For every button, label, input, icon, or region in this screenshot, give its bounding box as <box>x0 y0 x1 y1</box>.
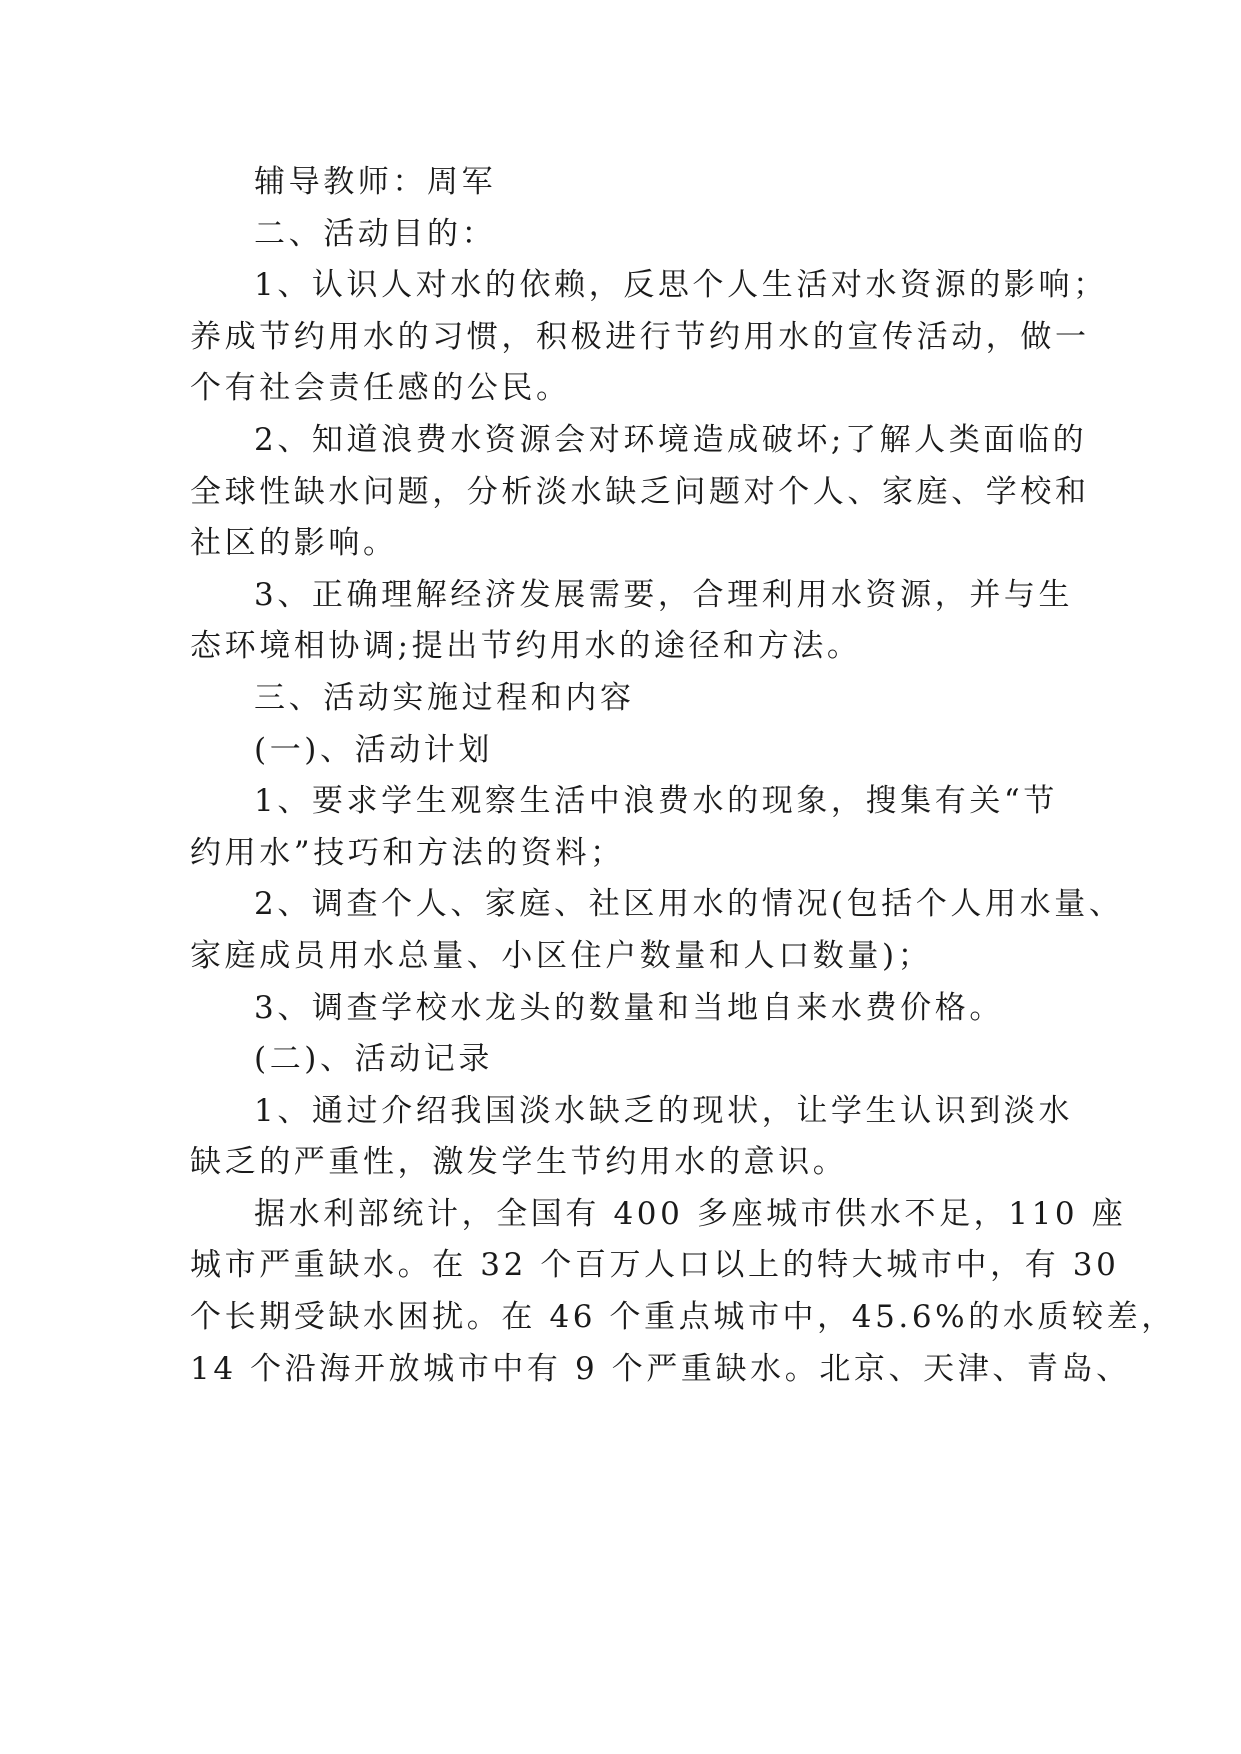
paragraph-goal-1 <box>190 260 1108 415</box>
paragraph-instructor <box>190 157 1070 209</box>
text-line: 个有社会责任感的公民。 <box>190 370 571 407</box>
paragraph-goal-3 <box>190 570 1074 673</box>
text-line: 全球性缺水问题，分析淡水缺乏问题对个人、家庭、学校和 <box>190 473 1090 510</box>
heading-activity-plan <box>190 725 1070 777</box>
paragraph-statistics <box>190 1189 1176 1395</box>
text-line: 2、调查个人、家庭、社区用水的情况(包括个人用水量、 <box>254 886 1124 923</box>
heading-activity-record <box>190 1034 1070 1086</box>
paragraph-plan-3 <box>190 983 1070 1035</box>
text-line: 1、认识人对水的依赖，反思个人生活对水资源的影响； <box>254 267 1108 304</box>
text-line: 个长期受缺水困扰。在 46 个重点城市中，45.6%的水质较差， <box>190 1299 1176 1336</box>
text-line: (一)、活动计划 <box>254 731 493 768</box>
text-line: 态环境相协调;提出节约用水的途径和方法。 <box>190 628 862 665</box>
heading-activity-goals <box>190 209 1070 261</box>
paragraph-goal-2 <box>190 415 1090 570</box>
text-line: 缺乏的严重性，激发学生节约用水的意识。 <box>190 1144 848 1181</box>
text-line: 2、知道浪费水资源会对环境造成破坏;了解人类面临的 <box>254 421 1088 458</box>
document-body <box>190 157 1176 1395</box>
heading-activity-process <box>190 673 1070 725</box>
text-line: 三、活动实施过程和内容 <box>254 679 635 716</box>
text-line: 城市严重缺水。在 32 个百万人口以上的特大城市中，有 30 <box>190 1247 1120 1284</box>
paragraph-record-1 <box>190 1086 1074 1189</box>
text-line: 据水利部统计，全国有 400 多座城市供水不足，110 座 <box>254 1195 1127 1232</box>
text-line: 约用水”技巧和方法的资料； <box>190 834 625 871</box>
text-line: 家庭成员用水总量、小区住户数量和人口数量)； <box>190 937 933 974</box>
paragraph-plan-1 <box>190 776 1070 879</box>
text-line: 辅导教师：周军 <box>254 164 497 200</box>
text-line: 3、正确理解经济发展需要，合理利用水资源，并与生 <box>254 576 1074 613</box>
text-line: 14 个沿海开放城市中有 9 个严重缺水。北京、天津、青岛、 <box>190 1350 1131 1387</box>
text-line: 1、要求学生观察生活中浪费水的现象，搜集有关“节 <box>254 783 1058 820</box>
text-line: 3、调查学校水龙头的数量和当地自来水费价格。 <box>254 989 1004 1026</box>
text-line: 养成节约用水的习惯，积极进行节约用水的宣传活动，做一 <box>190 318 1090 355</box>
text-line: 社区的影响。 <box>190 525 398 562</box>
text-line: 二、活动目的： <box>254 215 497 252</box>
text-line: 1、通过介绍我国淡水缺乏的现状，让学生认识到淡水 <box>254 1092 1074 1129</box>
text-line: (二)、活动记录 <box>254 1041 493 1078</box>
paragraph-plan-2 <box>190 879 1124 982</box>
